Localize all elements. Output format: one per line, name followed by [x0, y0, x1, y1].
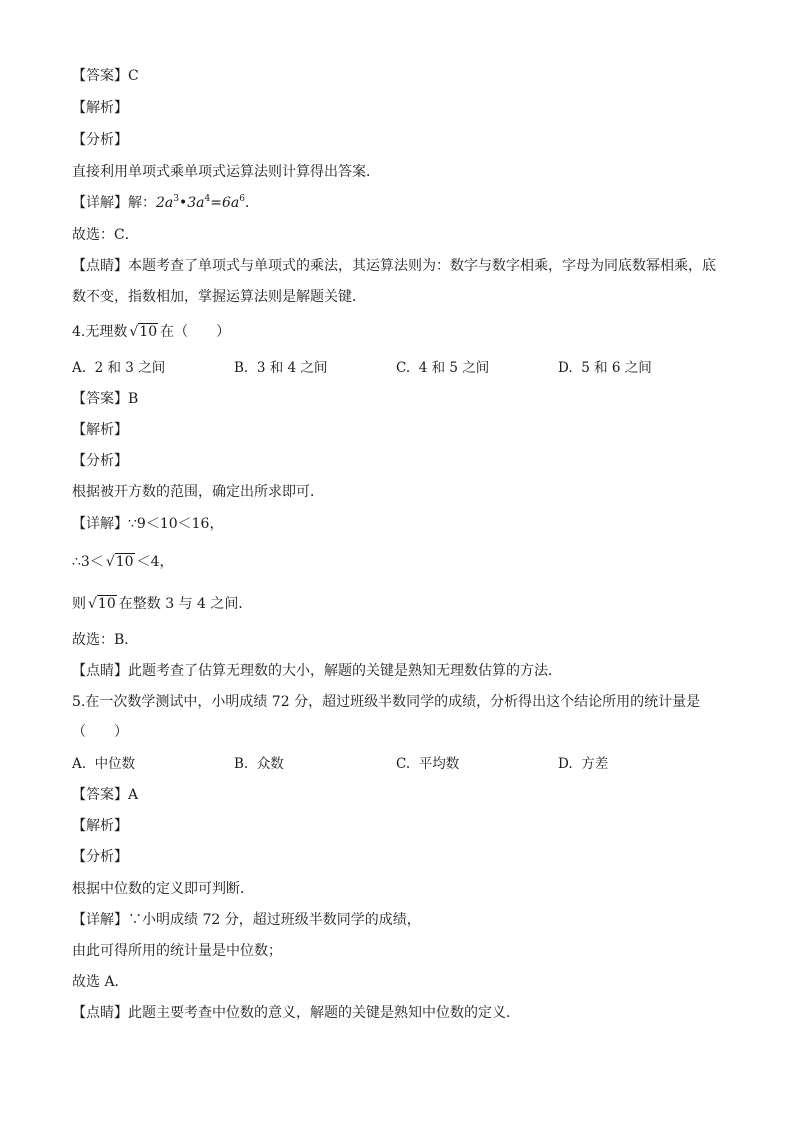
q5-option-a: A. 中位数 — [72, 756, 136, 772]
q3-dianjing-line1 — [72, 256, 716, 276]
q4-stem-suffix: 在（ ） — [160, 324, 231, 340]
sqrt-symbol: √10 — [88, 596, 116, 612]
q4-option-d: D. 5 和 6 之间 — [558, 360, 652, 376]
q3-detail-line — [72, 193, 259, 213]
radicand: 10 — [115, 554, 134, 570]
radicand: 10 — [97, 596, 116, 612]
q5-stem-line2: （ ） — [72, 724, 128, 740]
q4-fenxi-heading — [72, 451, 128, 471]
q5-detail-line2: 由此可得所用的统计量是中位数； — [72, 943, 282, 959]
dianjing-tag: 【点睛】 — [72, 1005, 128, 1021]
q5-choice: 故选 A． — [72, 974, 129, 990]
q5-dianjing-line — [72, 1003, 520, 1023]
dianjing-text: 此题主要考查中位数的意义，解题的关键是熟知中位数的定义． — [128, 1005, 520, 1021]
answer-tag: 【答案】 — [72, 391, 128, 407]
q3-dianjing-line2: 数不变，指数相加，掌握运算法则是解题关键． — [72, 289, 366, 305]
detail-exponent-1: 3 — [173, 194, 179, 204]
q5-fenxi-text: 根据中位数的定义即可判断． — [72, 881, 254, 897]
detail-tag: 【详解】 — [72, 912, 128, 928]
answer-value: B — [128, 391, 139, 407]
dianjing-text: 此题考查了估算无理数的大小，解题的关键是熟知无理数估算的方法． — [128, 663, 562, 679]
q4-dianjing-line — [72, 661, 562, 681]
therefore-prefix: ∴3＜ — [72, 554, 104, 570]
answer-value: C — [128, 68, 139, 84]
detail-result: =6a — [210, 195, 240, 211]
q5-option-d: D. 方差 — [558, 756, 609, 772]
analysis-tag: 【解析】 — [72, 100, 128, 116]
q4-stem-prefix: 4.无理数 — [72, 324, 128, 340]
radicand: 10 — [139, 324, 158, 340]
q3-fenxi-heading — [72, 130, 128, 150]
answer-value: A — [128, 787, 139, 803]
analysis-tag: 【解析】 — [72, 422, 128, 438]
detail-term-1: 2a — [156, 195, 174, 211]
q4-stem — [72, 322, 230, 342]
q5-stem-line1: 5.在一次数学测试中，小明成绩 72 分，超过班级半数同学的成绩，分析得出这个结论所用的统计量是 — [72, 694, 701, 710]
detail-text: ∵小明成绩 72 分，超过班级半数同学的成绩， — [128, 912, 421, 928]
q4-analysis-heading — [72, 420, 128, 440]
therefore-suffix: ＜4， — [136, 554, 174, 570]
fenxi-tag: 【分析】 — [72, 453, 128, 469]
q3-analysis-heading — [72, 98, 128, 118]
q4-option-b: B. 3 和 4 之间 — [234, 360, 328, 376]
answer-tag: 【答案】 — [72, 787, 128, 803]
q3-fenxi-text: 直接利用单项式乘单项式运算法则计算得出答案． — [72, 164, 380, 180]
then-prefix: 则 — [72, 596, 86, 612]
then-suffix: 在整数 3 与 4 之间． — [118, 596, 253, 612]
q3-answer-line — [72, 66, 139, 86]
q3-choice: 故选：C． — [72, 227, 139, 243]
q4-detail-line — [72, 514, 223, 534]
q4-option-c: C. 4 和 5 之间 — [396, 360, 490, 376]
q4-answer-line — [72, 389, 138, 409]
q5-analysis-heading — [72, 816, 128, 836]
dianjing-tag: 【点睛】 — [72, 258, 128, 274]
detail-tag: 【详解】 — [72, 195, 128, 211]
detail-exponent-2: 4 — [204, 194, 211, 204]
fenxi-tag: 【分析】 — [72, 849, 128, 865]
dianjing-text: 本题考查了单项式与单项式的乘法，其运算法则为：数字与数字相乘，字母为同底数幂相乘，底 — [128, 258, 716, 274]
q5-fenxi-heading — [72, 847, 128, 867]
q4-fenxi-text: 根据被开方数的范围，确定出所求即可． — [72, 484, 324, 500]
q4-choice: 故选：B． — [72, 632, 139, 648]
q4-then-line — [72, 594, 252, 614]
q5-detail-line — [72, 910, 421, 930]
q4-option-a: A. 2 和 3 之间 — [72, 360, 166, 376]
detail-text: ∵9＜10＜16， — [128, 516, 224, 532]
q5-answer-line — [72, 785, 138, 805]
q4-therefore-line — [72, 552, 174, 572]
q5-option-b: B. 众数 — [234, 756, 284, 772]
q5-option-c: C. 平均数 — [396, 756, 460, 772]
answer-tag: 【答案】 — [72, 68, 128, 84]
sqrt-symbol: √10 — [129, 324, 158, 340]
dianjing-tag: 【点睛】 — [72, 663, 128, 679]
detail-end: ． — [244, 195, 259, 211]
sqrt-symbol: √10 — [105, 554, 134, 570]
detail-term-2: •3a — [179, 195, 205, 211]
fenxi-tag: 【分析】 — [72, 132, 128, 148]
detail-prefix: 解： — [128, 195, 156, 211]
detail-exponent-3: 6 — [239, 194, 245, 204]
analysis-tag: 【解析】 — [72, 818, 128, 834]
detail-tag: 【详解】 — [72, 516, 128, 532]
